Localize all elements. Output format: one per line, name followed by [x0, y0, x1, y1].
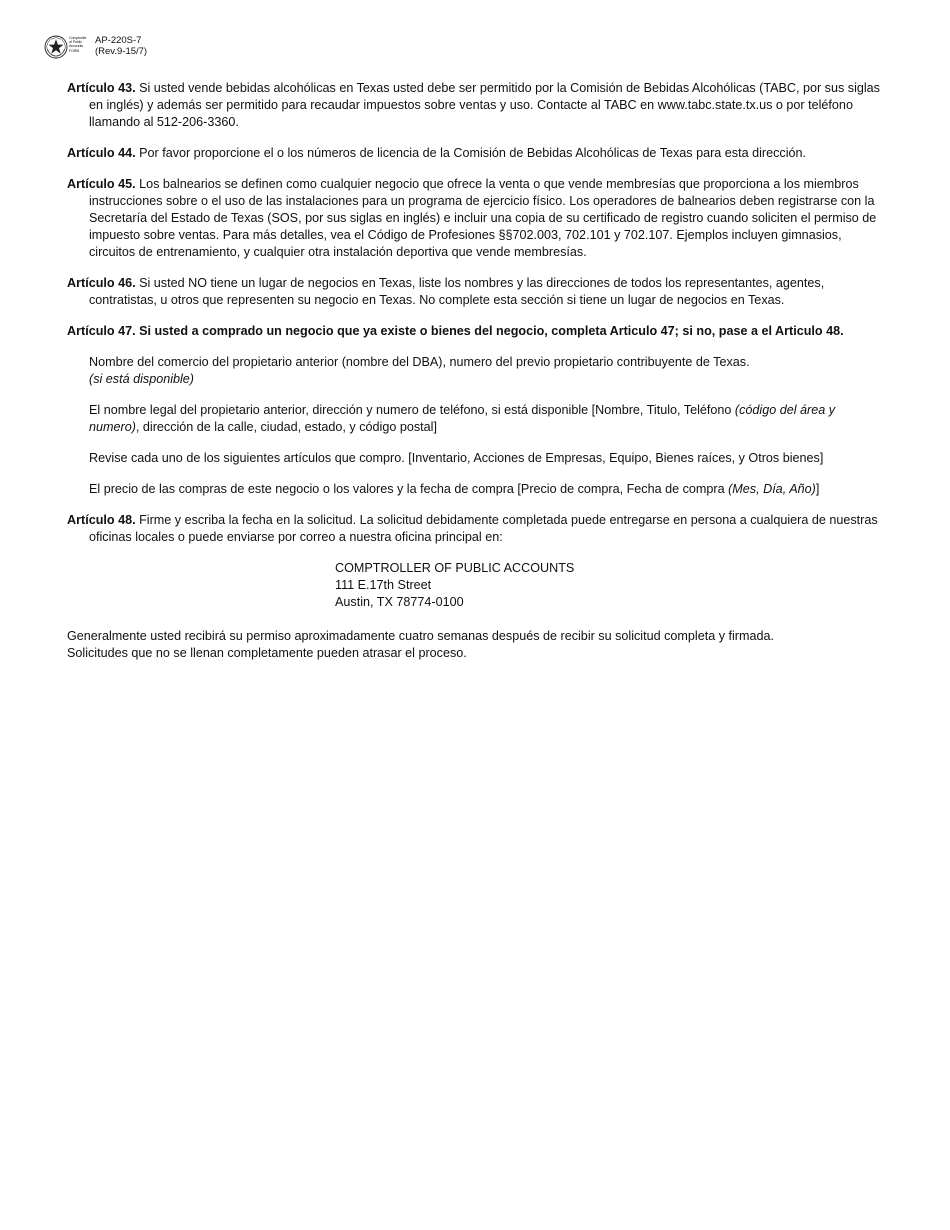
- article-45: [67, 176, 887, 261]
- article-48: [67, 512, 887, 546]
- article-46-text: Si usted NO tiene un lugar de negocios en Texas, liste los nombres y las direcciones de todos los representantes, agentes, contratistas, u otros que representen su negocio en Texas. No complete esta sección si tiene un lugar de negocios en Texas.: [89, 276, 825, 307]
- article-47-label: Artículo 47.: [67, 324, 136, 338]
- article-47-items-purchased: Revise cada uno de los siguientes artículos que compro. [Inventario, Acciones de Empresas, Equipo, Bienes raíces, y Otros bienes]: [89, 451, 824, 465]
- article-47-purchase-price-date: El precio de las compras de este negocio o los valores y la fecha de compra [Precio de compra, Fecha de compra (Mes, Día, Año)]: [89, 482, 820, 496]
- article-48-label: Artículo 48.: [67, 513, 136, 527]
- form-identifier: [95, 35, 147, 57]
- article-47-previous-owner-dba: Nombre del comercio del propietario anterior (nombre del DBA), numero del previo propietario contribuyente de Texas. (si está disponible): [89, 355, 750, 386]
- article-44-label: Artículo 44.: [67, 146, 136, 160]
- address-line-3: Austin, TX 78774-0100: [335, 595, 464, 609]
- article-47-previous-owner-legal-name: El nombre legal del propietario anterior, dirección y numero de teléfono, si está disponible [Nombre, Titulo, Teléfono (código del área y numero), dirección de la calle, ciudad, estado, y código postal]: [89, 403, 836, 434]
- closing-note: Generalmente usted recibirá su permiso aproximadamente cuatro semanas después de recibir su solicitud completa y firmada. Solicitudes que no se llenan completamente pueden atrasar el proceso.: [67, 629, 774, 660]
- article-47: [67, 323, 887, 340]
- article-46-label: Artículo 46.: [67, 276, 136, 290]
- article-45-label: Artículo 45.: [67, 177, 136, 191]
- article-44: [67, 145, 887, 162]
- texas-star-seal-icon: [44, 35, 68, 59]
- article-43-label: Artículo 43.: [67, 81, 136, 95]
- article-43-text: Si usted vende bebidas alcohólicas en Texas usted debe ser permitido por la Comisión de Bebidas Alcohólicas (TABC, por sus siglas en inglés) y además ser permitido para recaudar impuestos sobre ventas y uso. Contacte al TABC en www.tabc.state.tx.us o por teléfono llamando al 512-206-3360.: [89, 81, 880, 129]
- address-line-1: COMPTROLLER OF PUBLIC ACCOUNTS: [335, 561, 575, 575]
- form-revision: (Rev.9-15/7): [95, 46, 148, 57]
- form-header: [44, 35, 147, 61]
- article-43: [67, 80, 887, 131]
- article-44-text: Por favor proporcione el o los números de licencia de la Comisión de Bebidas Alcohólicas de Texas para esta dirección.: [135, 146, 807, 160]
- address-line-2: 111 E.17th Street: [335, 578, 432, 592]
- instructions-body: [67, 80, 887, 662]
- article-48-text: Firme y escriba la fecha en la solicitud. La solicitud debidamente completada puede entregarse en persona a cualquiera de nuestras oficinas locales o puede enviarse por correo a nuestra oficina principal en:: [89, 513, 878, 544]
- article-45-text: Los balnearios se definen como cualquier negocio que ofrece la venta o que vende membresías que proporciona a los miembros instrucciones sobre o el uso de las instalaciones para un programa de ejercicio físico. Los operadores de balnearios deben registrarse con la Secretaría del Estado de Texas (SOS, por sus siglas en inglés) e incluir una copia de su certificado de registro cuando soliciten el permiso de impuesto sobre ventas. Para más detalles, vea el Código de Profesiones §§702.003, 702.101 y 702.107. Ejemplos incluyen gimnasios, circuitos de entrenamiento, y cualquier otra instalación deportiva que vende membresías.: [89, 177, 877, 259]
- mailing-address: [335, 560, 887, 611]
- article-47-text: Si usted a comprado un negocio que ya existe o bienes del negocio, completa Articulo 47; si no, pase a el Articulo 48.: [135, 324, 844, 338]
- article-46: [67, 275, 887, 309]
- comptroller-logo-text: Comptroller of Public Accounts FORM: [69, 36, 87, 53]
- form-number: AP-220S-7: [95, 35, 142, 46]
